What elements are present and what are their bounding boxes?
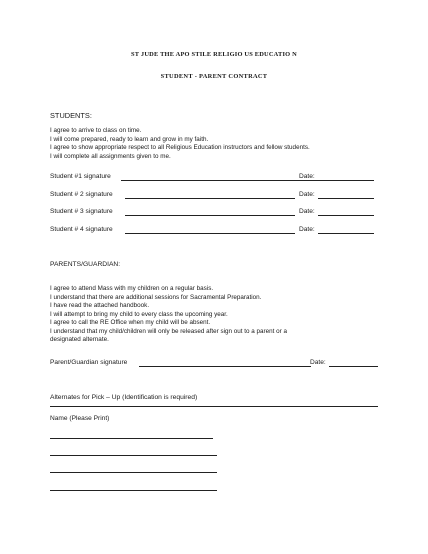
- date-label: Date:: [299, 190, 315, 198]
- parent-agreement-line: I have read the attached handbook.: [50, 302, 150, 309]
- date-line[interactable]: [318, 180, 374, 181]
- parent-agreement-line: I will attempt to bring my child to every class the upcoming year.: [50, 310, 228, 318]
- date-line[interactable]: [318, 198, 374, 199]
- signature-line[interactable]: [125, 215, 295, 216]
- alternate-name-line[interactable]: [50, 438, 213, 439]
- parent-agreement-line: I agree to attend Mass with my children on a regular basis.: [50, 285, 214, 292]
- student-agreement-line: I will come prepared, ready to learn and grow in my faith.: [50, 135, 209, 143]
- date-line[interactable]: [329, 366, 378, 367]
- parent-signature-row: [50, 359, 350, 368]
- student-signature-row: [50, 226, 370, 235]
- alternate-name-line[interactable]: [50, 455, 217, 456]
- date-label: Date:: [310, 359, 326, 366]
- alternate-name-line[interactable]: [50, 490, 217, 491]
- document-subtitle: STUDENT - PARENT CONTRACT: [160, 73, 268, 80]
- signature-label: Parent/Guardian signature: [50, 359, 128, 366]
- student-signature-row: [50, 191, 370, 200]
- alternates-divider: [50, 406, 378, 407]
- parent-agreement-line: I understand that my child/children will only be released after sign out to a parent or a: [50, 327, 287, 335]
- signature-label: Student # 4 signature: [50, 225, 113, 233]
- alternates-heading: Alternates for Pick – Up (Identification is required): [50, 394, 198, 401]
- students-heading: STUDENTS:: [50, 111, 92, 120]
- student-signature-row: [50, 173, 370, 182]
- signature-line[interactable]: [139, 366, 311, 367]
- parents-heading: PARENTS/GUARDIAN:: [50, 261, 121, 268]
- parent-agreement-line: I understand that there are additional sessions for Sacramental Preparation.: [50, 293, 262, 301]
- student-agreement-line: I will complete all assignments given to me.: [50, 152, 171, 160]
- student-agreement-line: I agree to arrive to class on time.: [50, 127, 142, 134]
- signature-label: Student # 3 signature: [50, 208, 113, 215]
- date-label: Date:: [299, 225, 315, 233]
- date-line[interactable]: [318, 233, 374, 234]
- signature-label: Student # 2 signature: [50, 190, 113, 198]
- date-line[interactable]: [318, 215, 374, 216]
- signature-label: Student #1 signature: [50, 173, 111, 180]
- document-title: ST JUDE THE APO STILE RELIGIO US EDUCATIO N: [131, 51, 297, 58]
- parent-agreement-line: I agree to call the RE Office when my child will be absent.: [50, 319, 211, 326]
- signature-line[interactable]: [121, 180, 345, 181]
- alternate-name-line[interactable]: [50, 472, 217, 473]
- signature-line[interactable]: [125, 233, 295, 234]
- date-label: Date:: [299, 173, 315, 180]
- signature-line[interactable]: [125, 198, 295, 199]
- name-print-label: Name (Please Print): [50, 415, 110, 422]
- date-label: Date:: [299, 208, 315, 215]
- parent-agreement-line: designated alternate.: [50, 336, 109, 343]
- student-signature-row: [50, 208, 370, 217]
- student-agreement-line: I agree to show appropriate respect to all Religious Education instructors and fellow students.: [50, 144, 310, 151]
